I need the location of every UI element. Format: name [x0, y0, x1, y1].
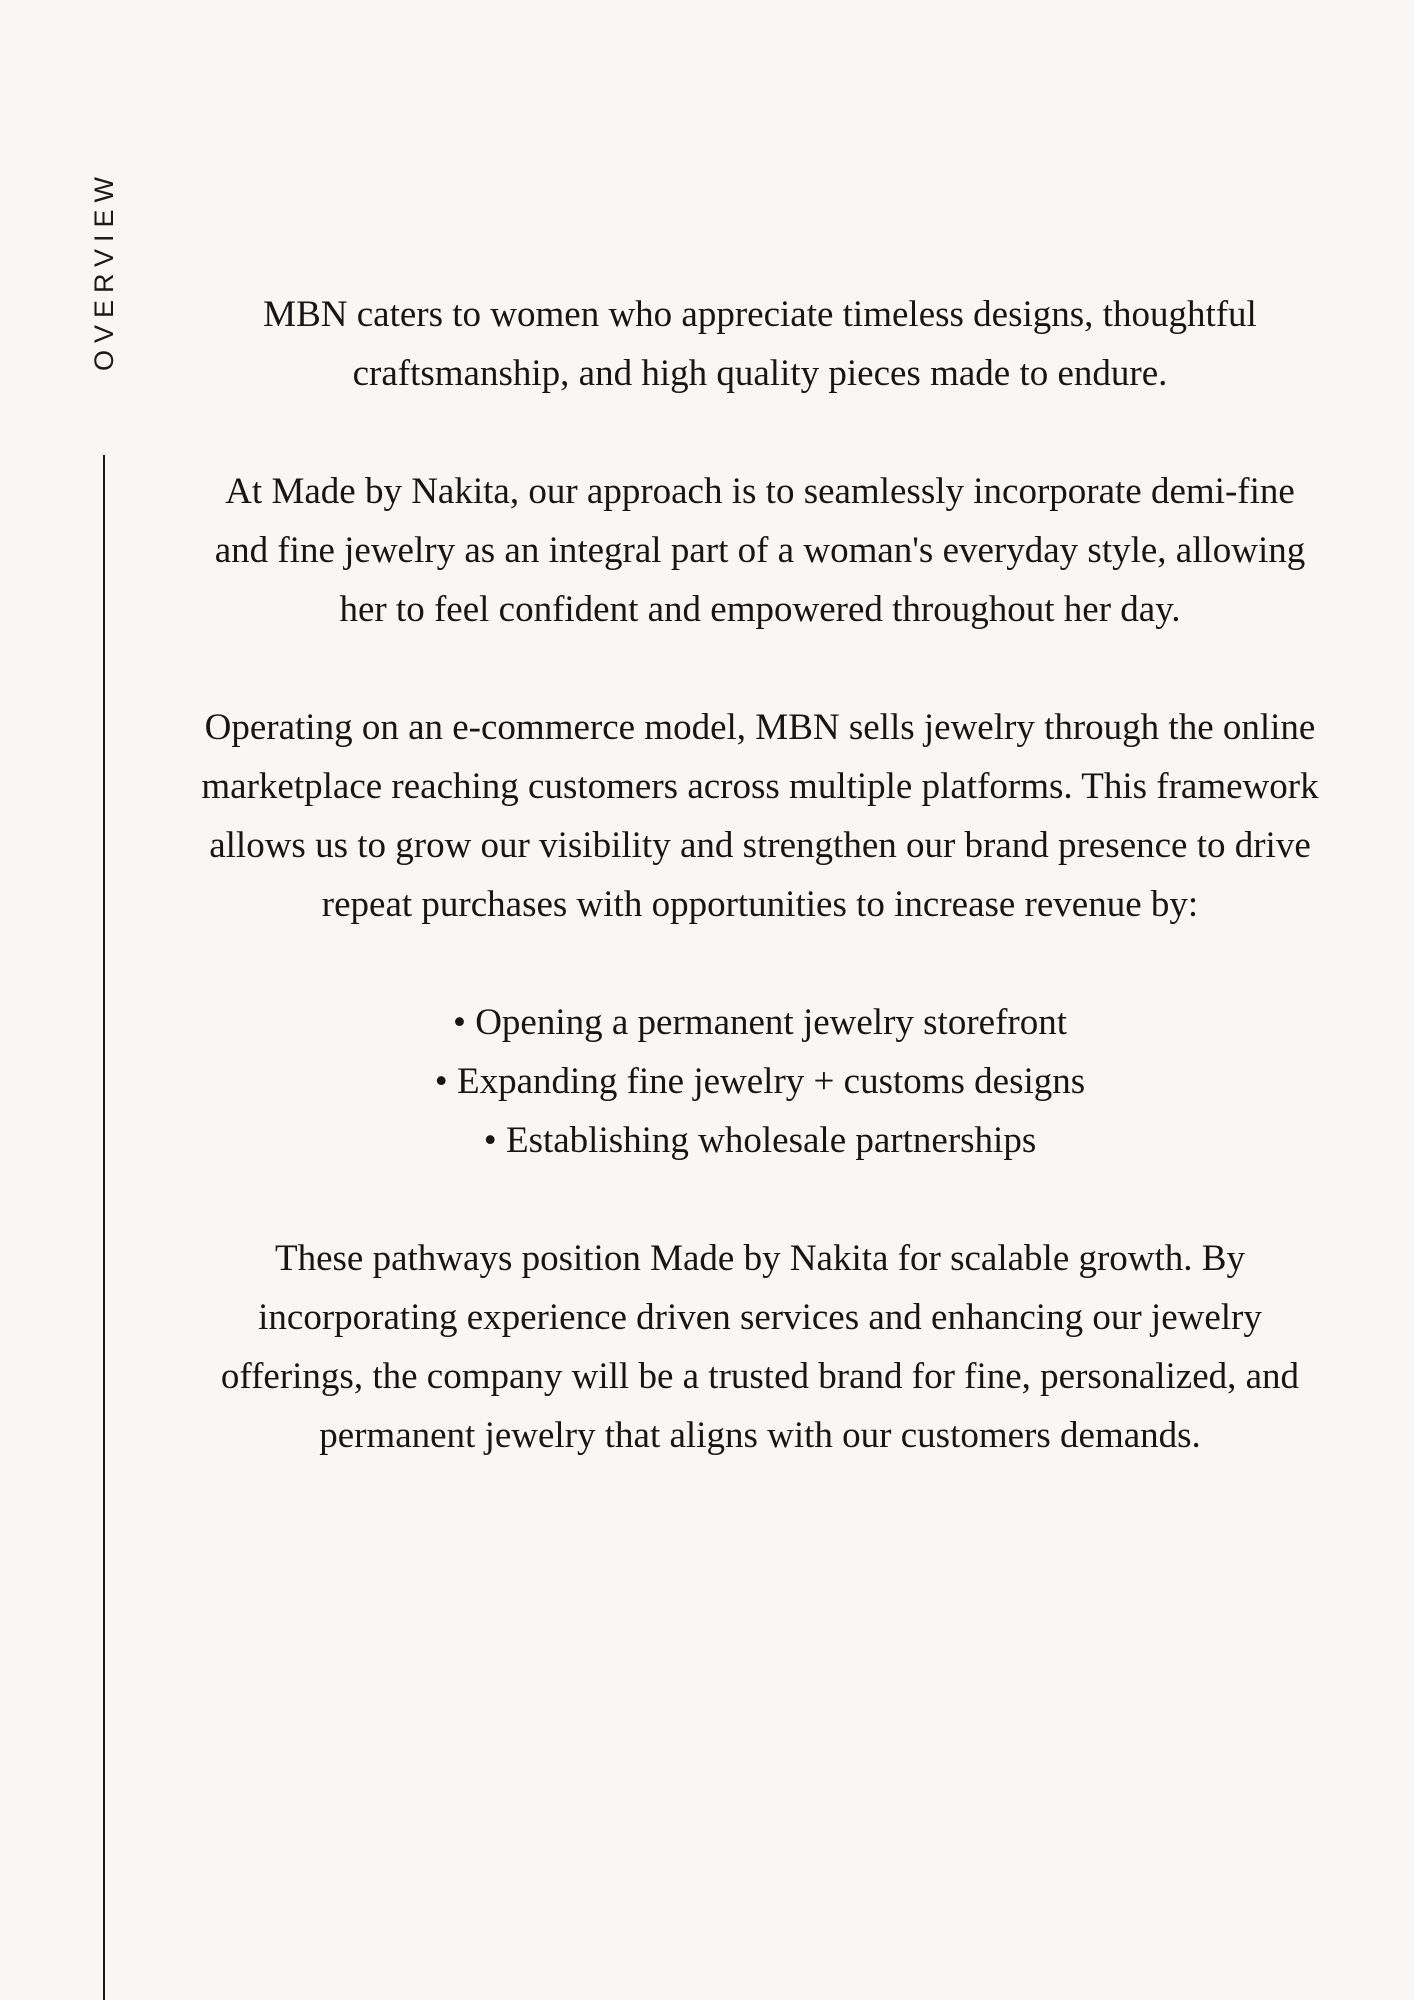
approach-paragraph: At Made by Nakita, our approach is to seamlessly incorporate demi-fine and fine jewelry as an integral part of a woman's everyday style, allowing her to feel confident and empowered throughout her day. [214, 471, 1306, 630]
list-item: • Establishing wholesale partnerships [200, 1111, 1320, 1170]
list-item: • Opening a permanent jewelry storefront [200, 993, 1320, 1052]
section-label [86, 155, 124, 385]
section-label-text: OVERVIEW [89, 169, 120, 371]
business-model-paragraph: Operating on an e-commerce model, MBN sells jewelry through the online marketplace reaching customers across multiple platforms. This framework allows us to grow our visibility and strengthen our brand presence to drive repeat purchases with opportunities to increase revenue by: [201, 707, 1319, 925]
vertical-divider [103, 455, 105, 2000]
growth-opportunities-list [200, 993, 1320, 1170]
closing-paragraph: These pathways position Made by Nakita for scalable growth. By incorporating experience driven services and enhancing our jewelry offerings, the company will be a trusted brand for fine, personalized, and permanent jewelry that aligns with our customers demands. [220, 1238, 1300, 1456]
intro-paragraph: MBN caters to women who appreciate timeless designs, thoughtful craftsmanship, and high quality pieces made to endure. [263, 294, 1257, 394]
list-item: • Expanding fine jewelry + customs designs [200, 1052, 1320, 1111]
overview-body [200, 285, 1320, 1524]
